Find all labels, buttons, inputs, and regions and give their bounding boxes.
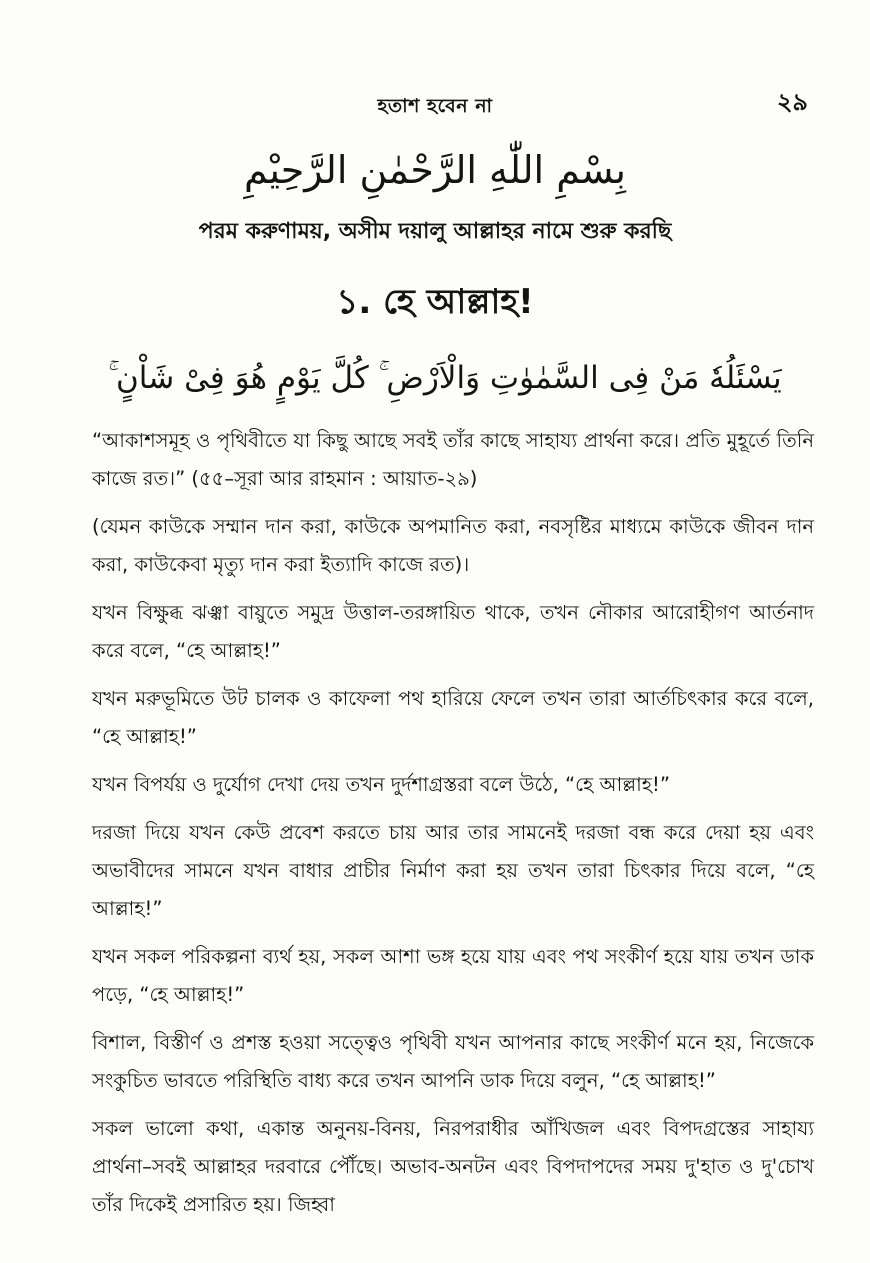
chapter-title: ১. হে আল্লাহ!	[336, 282, 534, 322]
bismillah-arabic: بِسْمِ اللّٰهِ الرَّحْمٰنِ الرَّحِيْمِ	[244, 148, 626, 192]
paragraph-closed-door: দরজা দিয়ে যখন কেউ প্রবেশ করতে চায় আর তার সামনেই দরজা বন্ধ করে দেয়া হয় এবং অভাবীদের সামনে যখন বাধার প্রাচীর নির্মাণ করা হয় তখন তারা চিৎকার দিয়ে বলে, “হে আল্লাহ!”	[92, 821, 814, 920]
running-header-title: হতাশ হবেন না	[377, 95, 493, 117]
quran-ayah-arabic: يَسْئَلُهٗ مَنْ فِى السَّمٰوٰتِ وَالْاَرْضِ ۚ كُلَّ يَوْمٍ هُوَ فِىْ شَاْنٍ ۚ	[108, 360, 782, 396]
paragraph-supplication: সকল ভালো কথা, একান্ত অনুনয়-বিনয়, নিরপরাধীর আঁখিজল এবং বিপদগ্রস্তের সাহায্য প্রার্থনা–সবই আল্লাহর দরবারে পৌঁছে। অভাব-অনটন এবং বিপদাপদের সময় দু'হাত ও দু'চোখ তাঁর দিকেই প্রসারিত হয়। জিহ্বা	[92, 1117, 814, 1216]
bismillah-translation: পরম করুণাময়, অসীম দয়ালু আল্লাহর নামে শুরু করছি	[198, 219, 672, 244]
paragraph-sea: যখন বিক্ষুব্ধ ঝঞ্ঝা বায়ুতে সমুদ্র উত্তাল-তরঙ্গায়িত থাকে, তখন নৌকার আরোহীগণ আর্তনাদ করে বলে, “হে আল্লাহ!”	[92, 601, 814, 662]
paragraph-explanation: (যেমন কাউকে সম্মান দান করা, কাউকে অপমানিত করা, নবসৃষ্টির মাধ্যমে কাউকে জীবন দান করা, কাউকেবা মৃত্যু দান করা ইত্যাদি কাজে রত)।	[92, 515, 814, 576]
paragraph-quote-translation: “আকাশসমূহ ও পৃথিবীতে যা কিছু আছে সবই তাঁর কাছে সাহায্য প্রার্থনা করে। প্রতি মুহূর্তে তিনি কাজে রত।” (৫৫–সূরা আর রাহমান : আয়াত-২৯)	[92, 429, 814, 490]
paragraph-calamity: যখন বিপর্যয় ও দুর্যোগ দেখা দেয় তখন দুর্দশাগ্রস্তরা বলে উঠে, “হে আল্লাহ!”	[92, 773, 670, 796]
paragraph-plans-fail: যখন সকল পরিকল্পনা ব্যর্থ হয়, সকল আশা ভঙ্গ হয়ে যায় এবং পথ সংকীর্ণ হয়ে যায় তখন ডাক পড়ে, “হে আল্লাহ!”	[92, 945, 814, 1006]
paragraph-desert: যখন মরুভূমিতে উট চালক ও কাফেলা পথ হারিয়ে ফেলে তখন তারা আর্তচিৎকার করে বলে, “হে আল্লাহ!”	[92, 687, 814, 748]
page-number: ২৯	[776, 88, 808, 116]
paragraph-narrow-earth: বিশাল, বিস্তীর্ণ ও প্রশস্ত হওয়া সত্ত্বেও পৃথিবী যখন আপনার কাছে সংকীর্ণ মনে হয়, নিজেকে সংকুচিত ভাবতে পরিস্থিতি বাধ্য করে তখন আপনি ডাক দিয়ে বলুন, “হে আল্লাহ!”	[92, 1031, 814, 1092]
body-text	[92, 422, 814, 1234]
